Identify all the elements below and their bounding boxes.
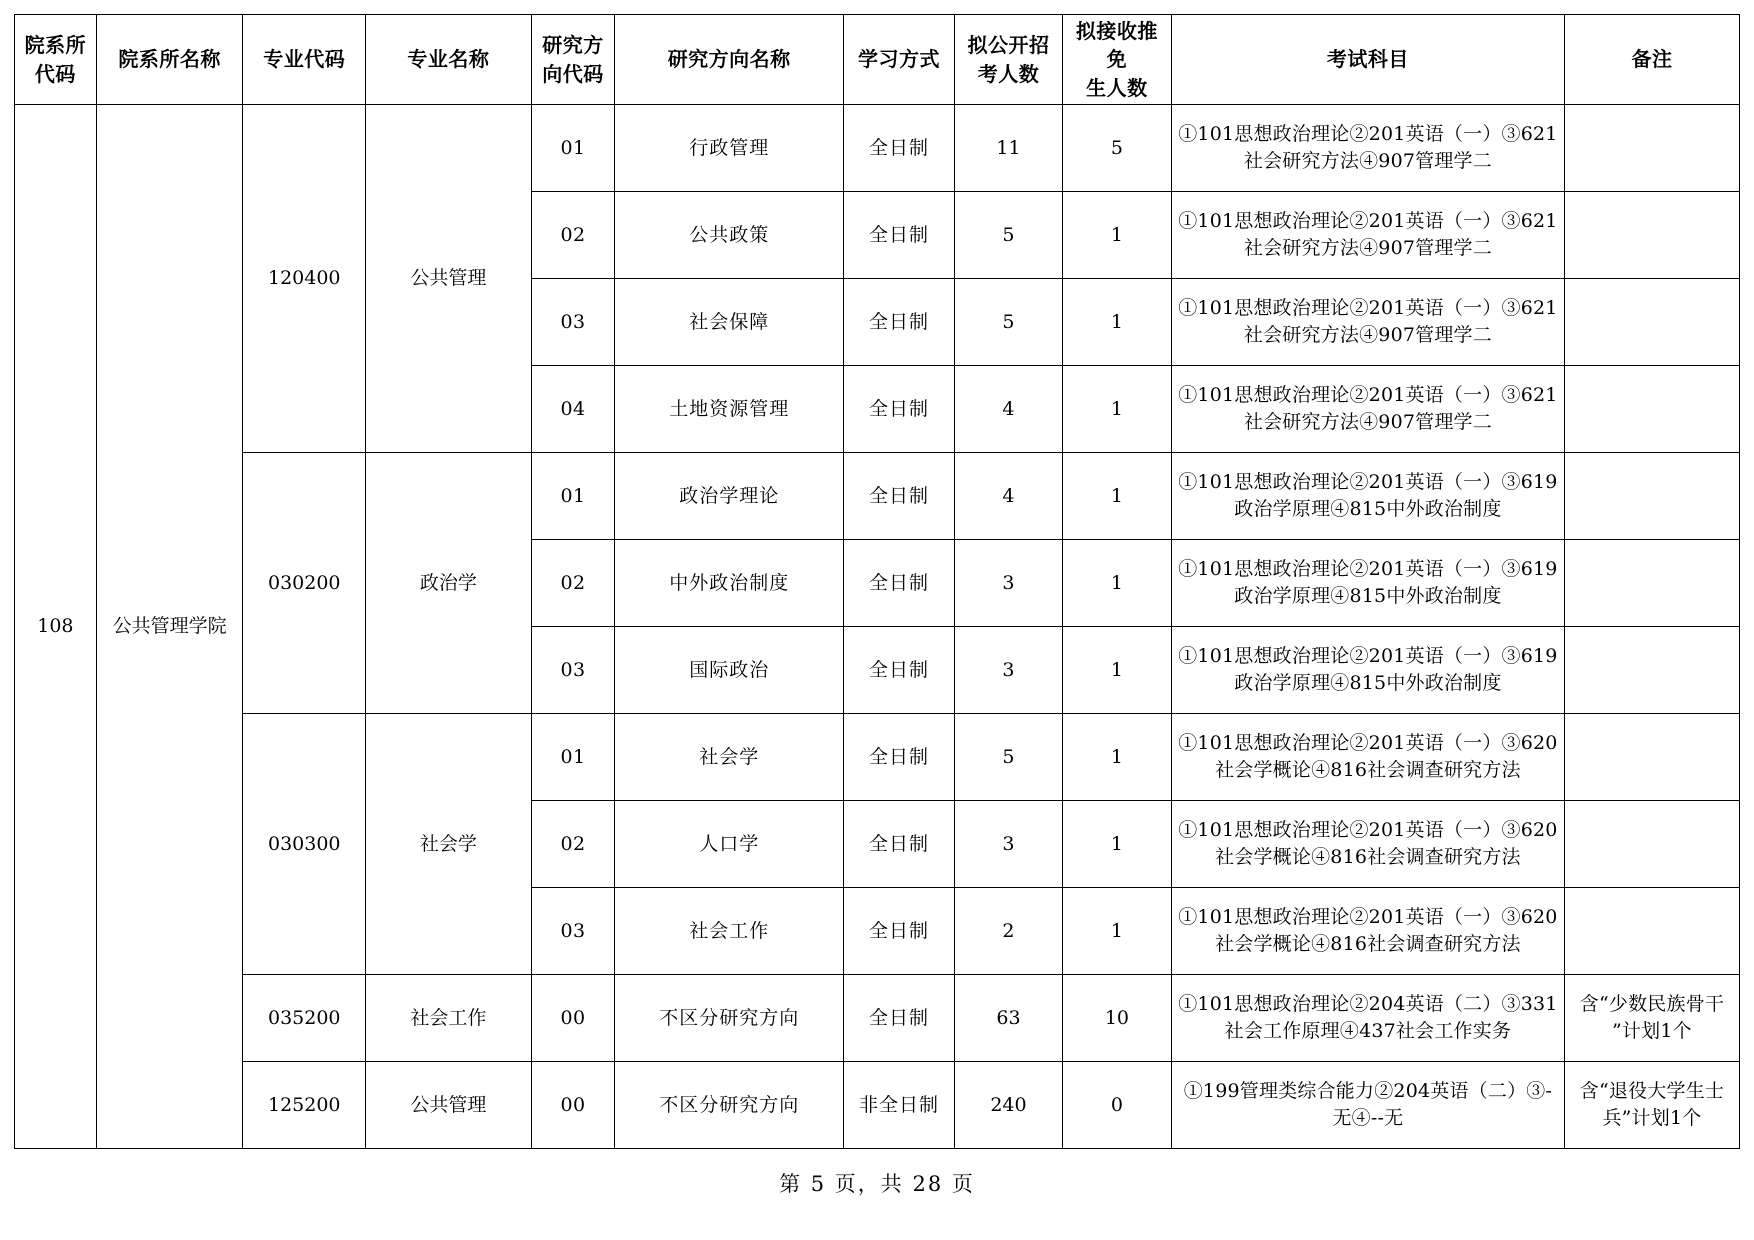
- cell-direction-name: 社会工作: [615, 888, 843, 975]
- column-header-direction-code: [531, 15, 615, 105]
- cell-remark: [1564, 975, 1739, 1062]
- exam-subjects-line2: 社会工作原理④437社会工作实务: [1224, 1020, 1512, 1043]
- cell-recommended-count: 1: [1062, 888, 1171, 975]
- cell-recommended-count: 1: [1062, 714, 1171, 801]
- column-header-remark: 备注: [1564, 15, 1739, 105]
- cell-direction-name: 不区分研究方向: [615, 1062, 843, 1149]
- cell-open-enrollment-count: 4: [955, 453, 1063, 540]
- column-header-open-enrollment-count-line2: 考人数: [977, 61, 1040, 86]
- cell-major-code: 035200: [243, 975, 366, 1062]
- exam-subjects-line2: 社会学概论④816社会调查研究方法: [1215, 933, 1521, 956]
- cell-remark: [1564, 192, 1739, 279]
- column-header-dept-code-line1: 院系所: [24, 33, 87, 58]
- cell-remark: [1564, 453, 1739, 540]
- exam-subjects-line2: 社会学概论④816社会调查研究方法: [1215, 846, 1521, 869]
- cell-study-mode: 全日制: [843, 279, 954, 366]
- cell-direction-code: 03: [531, 627, 615, 714]
- cell-study-mode: 全日制: [843, 105, 954, 192]
- cell-remark: [1564, 801, 1739, 888]
- cell-open-enrollment-count: 4: [955, 366, 1063, 453]
- table-row: [15, 1062, 1740, 1149]
- table-header: [15, 15, 1740, 105]
- table-row: [15, 453, 1740, 540]
- cell-exam-subjects: [1171, 540, 1564, 627]
- cell-study-mode: 全日制: [843, 192, 954, 279]
- cell-remark: [1564, 279, 1739, 366]
- exam-subjects-line2: 社会研究方法④907管理学二: [1243, 324, 1492, 347]
- exam-subjects-line1: ①101思想政治理论②204英语（二）③331: [1178, 993, 1558, 1016]
- exam-subjects-line2: 无④--无: [1332, 1107, 1404, 1130]
- cell-remark: [1564, 540, 1739, 627]
- cell-study-mode: 全日制: [843, 453, 954, 540]
- cell-dept-code: 108: [15, 105, 97, 1149]
- cell-open-enrollment-count: 2: [955, 888, 1063, 975]
- cell-direction-name: 国际政治: [615, 627, 843, 714]
- cell-study-mode: 全日制: [843, 975, 954, 1062]
- column-header-open-enrollment-count-line1: 拟公开招: [967, 33, 1050, 58]
- cell-exam-subjects: [1171, 714, 1564, 801]
- page-footer: 第 5 页，共 28 页: [779, 1172, 975, 1196]
- exam-subjects-line1: ①101思想政治理论②201英语（一）③620: [1178, 732, 1558, 755]
- cell-direction-code: 01: [531, 714, 615, 801]
- exam-subjects-line1: ①199管理类综合能力②204英语（二）③-: [1183, 1080, 1553, 1103]
- cell-direction-name: 土地资源管理: [615, 366, 843, 453]
- column-header-open-enrollment-count: [955, 15, 1063, 105]
- column-header-major-name: 专业名称: [366, 15, 532, 105]
- exam-subjects-line1: ①101思想政治理论②201英语（一）③621: [1178, 297, 1558, 320]
- exam-subjects-line1: ①101思想政治理论②201英语（一）③620: [1178, 906, 1558, 929]
- cell-remark: [1564, 1062, 1739, 1149]
- cell-direction-code: 03: [531, 888, 615, 975]
- exam-subjects-line2: 社会研究方法④907管理学二: [1243, 150, 1492, 173]
- cell-recommended-count: 1: [1062, 540, 1171, 627]
- table-row: [15, 714, 1740, 801]
- cell-recommended-count: 1: [1062, 801, 1171, 888]
- cell-recommended-count: 5: [1062, 105, 1171, 192]
- cell-recommended-count: 1: [1062, 453, 1171, 540]
- cell-exam-subjects: [1171, 105, 1564, 192]
- column-header-direction-code-line2: 向代码: [542, 61, 604, 86]
- column-header-recommended-count-line1: 拟接收推免: [1075, 19, 1158, 72]
- cell-remark: [1564, 627, 1739, 714]
- cell-recommended-count: 1: [1062, 192, 1171, 279]
- table-body: [15, 105, 1740, 1149]
- column-header-exam-subjects: 考试科目: [1171, 15, 1564, 105]
- cell-direction-code: 00: [531, 975, 615, 1062]
- cell-study-mode: 全日制: [843, 714, 954, 801]
- exam-subjects-line2: 社会学概论④816社会调查研究方法: [1215, 759, 1521, 782]
- exam-subjects-line2: 社会研究方法④907管理学二: [1243, 411, 1492, 434]
- cell-remark: [1564, 888, 1739, 975]
- exam-subjects-line2: 政治学原理④815中外政治制度: [1234, 498, 1502, 521]
- cell-direction-name: 人口学: [615, 801, 843, 888]
- remark-line2: ”计划1个: [1612, 1020, 1692, 1043]
- remark-line1: 含“少数民族骨干: [1579, 993, 1725, 1016]
- column-header-dept-name: 院系所名称: [96, 15, 243, 105]
- cell-direction-code: 01: [531, 105, 615, 192]
- cell-open-enrollment-count: 5: [955, 192, 1063, 279]
- admission-table: [14, 14, 1740, 1149]
- cell-exam-subjects: [1171, 192, 1564, 279]
- cell-remark: [1564, 714, 1739, 801]
- cell-direction-code: 00: [531, 1062, 615, 1149]
- cell-open-enrollment-count: 240: [955, 1062, 1063, 1149]
- cell-study-mode: 全日制: [843, 801, 954, 888]
- cell-study-mode: 非全日制: [843, 1062, 954, 1149]
- table-row: [15, 105, 1740, 192]
- cell-direction-name: 中外政治制度: [615, 540, 843, 627]
- cell-exam-subjects: [1171, 1062, 1564, 1149]
- exam-subjects-line1: ①101思想政治理论②201英语（一）③620: [1178, 819, 1558, 842]
- cell-remark: [1564, 366, 1739, 453]
- remark-line1: 含“退役大学生士: [1579, 1080, 1725, 1103]
- cell-direction-code: 02: [531, 801, 615, 888]
- cell-major-code: 030300: [243, 714, 366, 975]
- cell-direction-name: 行政管理: [615, 105, 843, 192]
- cell-open-enrollment-count: 3: [955, 540, 1063, 627]
- cell-direction-name: 公共政策: [615, 192, 843, 279]
- cell-major-name: 社会学: [366, 714, 532, 975]
- table-row: [15, 975, 1740, 1062]
- cell-direction-code: 04: [531, 366, 615, 453]
- column-header-major-code: 专业代码: [243, 15, 366, 105]
- cell-exam-subjects: [1171, 627, 1564, 714]
- cell-major-code: 125200: [243, 1062, 366, 1149]
- exam-subjects-line2: 政治学原理④815中外政治制度: [1234, 585, 1502, 608]
- exam-subjects-line1: ①101思想政治理论②201英语（一）③621: [1178, 384, 1558, 407]
- cell-major-code: 030200: [243, 453, 366, 714]
- cell-direction-name: 社会保障: [615, 279, 843, 366]
- cell-dept-name: 公共管理学院: [96, 105, 243, 1149]
- cell-recommended-count: 1: [1062, 279, 1171, 366]
- column-header-dept-code: [15, 15, 97, 105]
- cell-major-code: 120400: [243, 105, 366, 453]
- remark-line2: 兵”计划1个: [1602, 1107, 1702, 1130]
- exam-subjects-line1: ①101思想政治理论②201英语（一）③619: [1178, 471, 1558, 494]
- cell-direction-code: 03: [531, 279, 615, 366]
- cell-exam-subjects: [1171, 801, 1564, 888]
- cell-major-name: 政治学: [366, 453, 532, 714]
- column-header-direction-name: 研究方向名称: [615, 15, 843, 105]
- column-header-study-mode: 学习方式: [843, 15, 954, 105]
- header-row: [15, 15, 1740, 105]
- cell-major-name: 公共管理: [366, 105, 532, 453]
- cell-recommended-count: 0: [1062, 1062, 1171, 1149]
- column-header-recommended-count-line2: 生人数: [1086, 75, 1148, 100]
- cell-major-name: 公共管理: [366, 1062, 532, 1149]
- exam-subjects-line1: ①101思想政治理论②201英语（一）③621: [1178, 210, 1558, 233]
- column-header-direction-code-line1: 研究方: [542, 33, 604, 58]
- exam-subjects-line2: 社会研究方法④907管理学二: [1243, 237, 1492, 260]
- cell-study-mode: 全日制: [843, 627, 954, 714]
- cell-open-enrollment-count: 63: [955, 975, 1063, 1062]
- cell-open-enrollment-count: 11: [955, 105, 1063, 192]
- cell-study-mode: 全日制: [843, 888, 954, 975]
- cell-direction-name: 政治学理论: [615, 453, 843, 540]
- cell-open-enrollment-count: 3: [955, 627, 1063, 714]
- cell-recommended-count: 1: [1062, 627, 1171, 714]
- cell-study-mode: 全日制: [843, 366, 954, 453]
- cell-direction-code: 02: [531, 540, 615, 627]
- column-header-dept-code-line2: 代码: [34, 61, 76, 86]
- column-header-recommended-count: [1062, 15, 1171, 105]
- cell-major-name: 社会工作: [366, 975, 532, 1062]
- cell-exam-subjects: [1171, 366, 1564, 453]
- exam-subjects-line1: ①101思想政治理论②201英语（一）③619: [1178, 645, 1558, 668]
- cell-recommended-count: 10: [1062, 975, 1171, 1062]
- cell-direction-name: 社会学: [615, 714, 843, 801]
- admission-catalog-sheet: [14, 14, 1740, 1149]
- cell-exam-subjects: [1171, 453, 1564, 540]
- cell-remark: [1564, 105, 1739, 192]
- cell-open-enrollment-count: 5: [955, 279, 1063, 366]
- cell-open-enrollment-count: 5: [955, 714, 1063, 801]
- cell-open-enrollment-count: 3: [955, 801, 1063, 888]
- cell-direction-code: 01: [531, 453, 615, 540]
- cell-exam-subjects: [1171, 279, 1564, 366]
- cell-direction-code: 02: [531, 192, 615, 279]
- exam-subjects-line1: ①101思想政治理论②201英语（一）③619: [1178, 558, 1558, 581]
- exam-subjects-line2: 政治学原理④815中外政治制度: [1234, 672, 1502, 695]
- exam-subjects-line1: ①101思想政治理论②201英语（一）③621: [1178, 123, 1558, 146]
- cell-exam-subjects: [1171, 888, 1564, 975]
- cell-study-mode: 全日制: [843, 540, 954, 627]
- cell-exam-subjects: [1171, 975, 1564, 1062]
- cell-direction-name: 不区分研究方向: [615, 975, 843, 1062]
- cell-recommended-count: 1: [1062, 366, 1171, 453]
